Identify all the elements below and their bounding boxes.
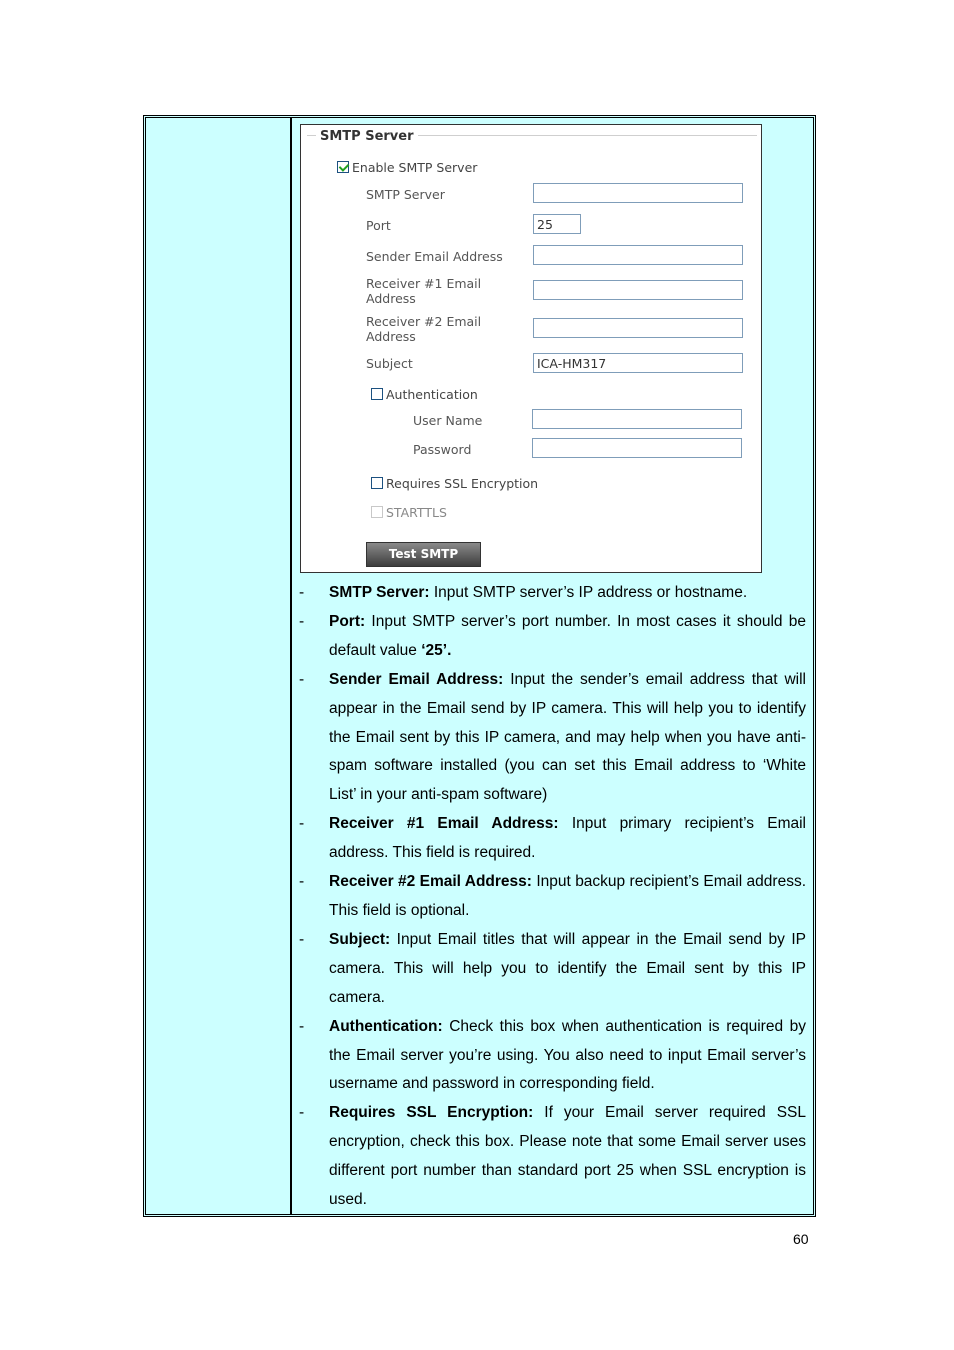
subject-label: Subject (366, 356, 413, 371)
term-description: Input the sender’s email address that will appear in the Email send by IP camera. This will help you to identify the Email sent by this IP camera, and may help when you have anti-spam software installed (you can set this Email address to ‘White List’ in your anti-spam software) (329, 670, 807, 804)
enable-smtp-label: Enable SMTP Server (352, 160, 478, 175)
list-bullet: - (299, 1017, 305, 1035)
term: Requires SSL Encryption: (329, 1104, 534, 1122)
term-description: If your Email server required SSL encryption, check this box. Please note that some Email server uses different port number than standard port 25 when SSL encryption is used. (329, 1104, 807, 1209)
term-description: Input SMTP server’s port number. In most cases it should be default value (329, 612, 806, 659)
receiver2-label-line1: Receiver #2 Email (366, 314, 482, 329)
starttls-checkbox[interactable] (371, 506, 383, 518)
subject-input[interactable] (533, 353, 743, 373)
receiver1-label-line2: Address (366, 291, 416, 306)
page-number: 60 (793, 1231, 809, 1247)
field-descriptions (299, 579, 806, 1215)
term-description: Input backup recipient’s Email address. This field is optional. (329, 873, 806, 919)
password-input[interactable] (532, 438, 742, 458)
list-item (299, 608, 806, 666)
list-bullet: - (299, 930, 305, 948)
authentication-checkbox[interactable] (371, 388, 383, 400)
list-bullet: - (299, 670, 305, 688)
port-input[interactable] (533, 214, 581, 234)
list-bullet: - (299, 584, 305, 601)
list-item (299, 666, 806, 811)
list-item (299, 926, 806, 1013)
port-label: Port (366, 218, 391, 233)
receiver2-email-input[interactable] (533, 318, 743, 338)
password-label: Password (413, 442, 472, 457)
username-label: User Name (413, 413, 483, 428)
list-item (299, 868, 806, 926)
list-item (299, 1099, 806, 1215)
term: Sender Email Address: (329, 670, 504, 688)
sender-email-input[interactable] (533, 245, 743, 265)
list-item (299, 810, 806, 868)
receiver1-label (366, 276, 481, 306)
list-bullet: - (299, 873, 305, 891)
ssl-label: Requires SSL Encryption (386, 476, 539, 491)
term: SMTP Server: (329, 584, 430, 601)
sender-email-label: Sender Email Address (366, 249, 503, 264)
authentication-label: Authentication (386, 387, 478, 402)
term: Receiver #2 Email Address: (329, 873, 532, 891)
table-left-column (146, 118, 292, 1214)
term: Receiver #1 Email Address: (329, 815, 559, 833)
term: Authentication: (329, 1017, 443, 1035)
term-description: Input Email titles that will appear in the Email send by IP camera. This will help you to identify the Email sent by this IP camera. (329, 930, 806, 1006)
term-description: Input SMTP server’s IP address or hostname. (429, 584, 748, 601)
starttls-label: STARTTLS (386, 505, 447, 520)
term-description: Check this box when authentication is required by the Email server you’re using. You also need to input Email server’s username and password in corresponding field. (329, 1017, 806, 1093)
list-bullet: - (299, 815, 305, 833)
term-default-value: ‘25’. (421, 641, 452, 659)
test-smtp-button[interactable]: Test SMTP (366, 542, 481, 567)
list-item (299, 1013, 806, 1100)
receiver1-label-line1: Receiver #1 Email (366, 276, 482, 291)
term: Port: (329, 612, 366, 630)
list-bullet: - (299, 612, 305, 630)
receiver1-email-input[interactable] (533, 280, 743, 300)
username-input[interactable] (532, 409, 742, 429)
enable-smtp-checkbox[interactable] (337, 161, 349, 173)
smtp-server-input[interactable] (533, 183, 743, 203)
smtp-server-label: SMTP Server (366, 187, 445, 202)
list-bullet: - (299, 1104, 305, 1122)
term-description: Input primary recipient’s Email address. This field is required. (329, 815, 806, 862)
term: Subject: (329, 930, 391, 948)
list-item (299, 579, 806, 608)
ssl-checkbox[interactable] (371, 477, 383, 489)
receiver2-label (366, 314, 481, 344)
fieldset-legend: SMTP Server (316, 129, 418, 144)
receiver2-label-line2: Address (366, 329, 416, 344)
